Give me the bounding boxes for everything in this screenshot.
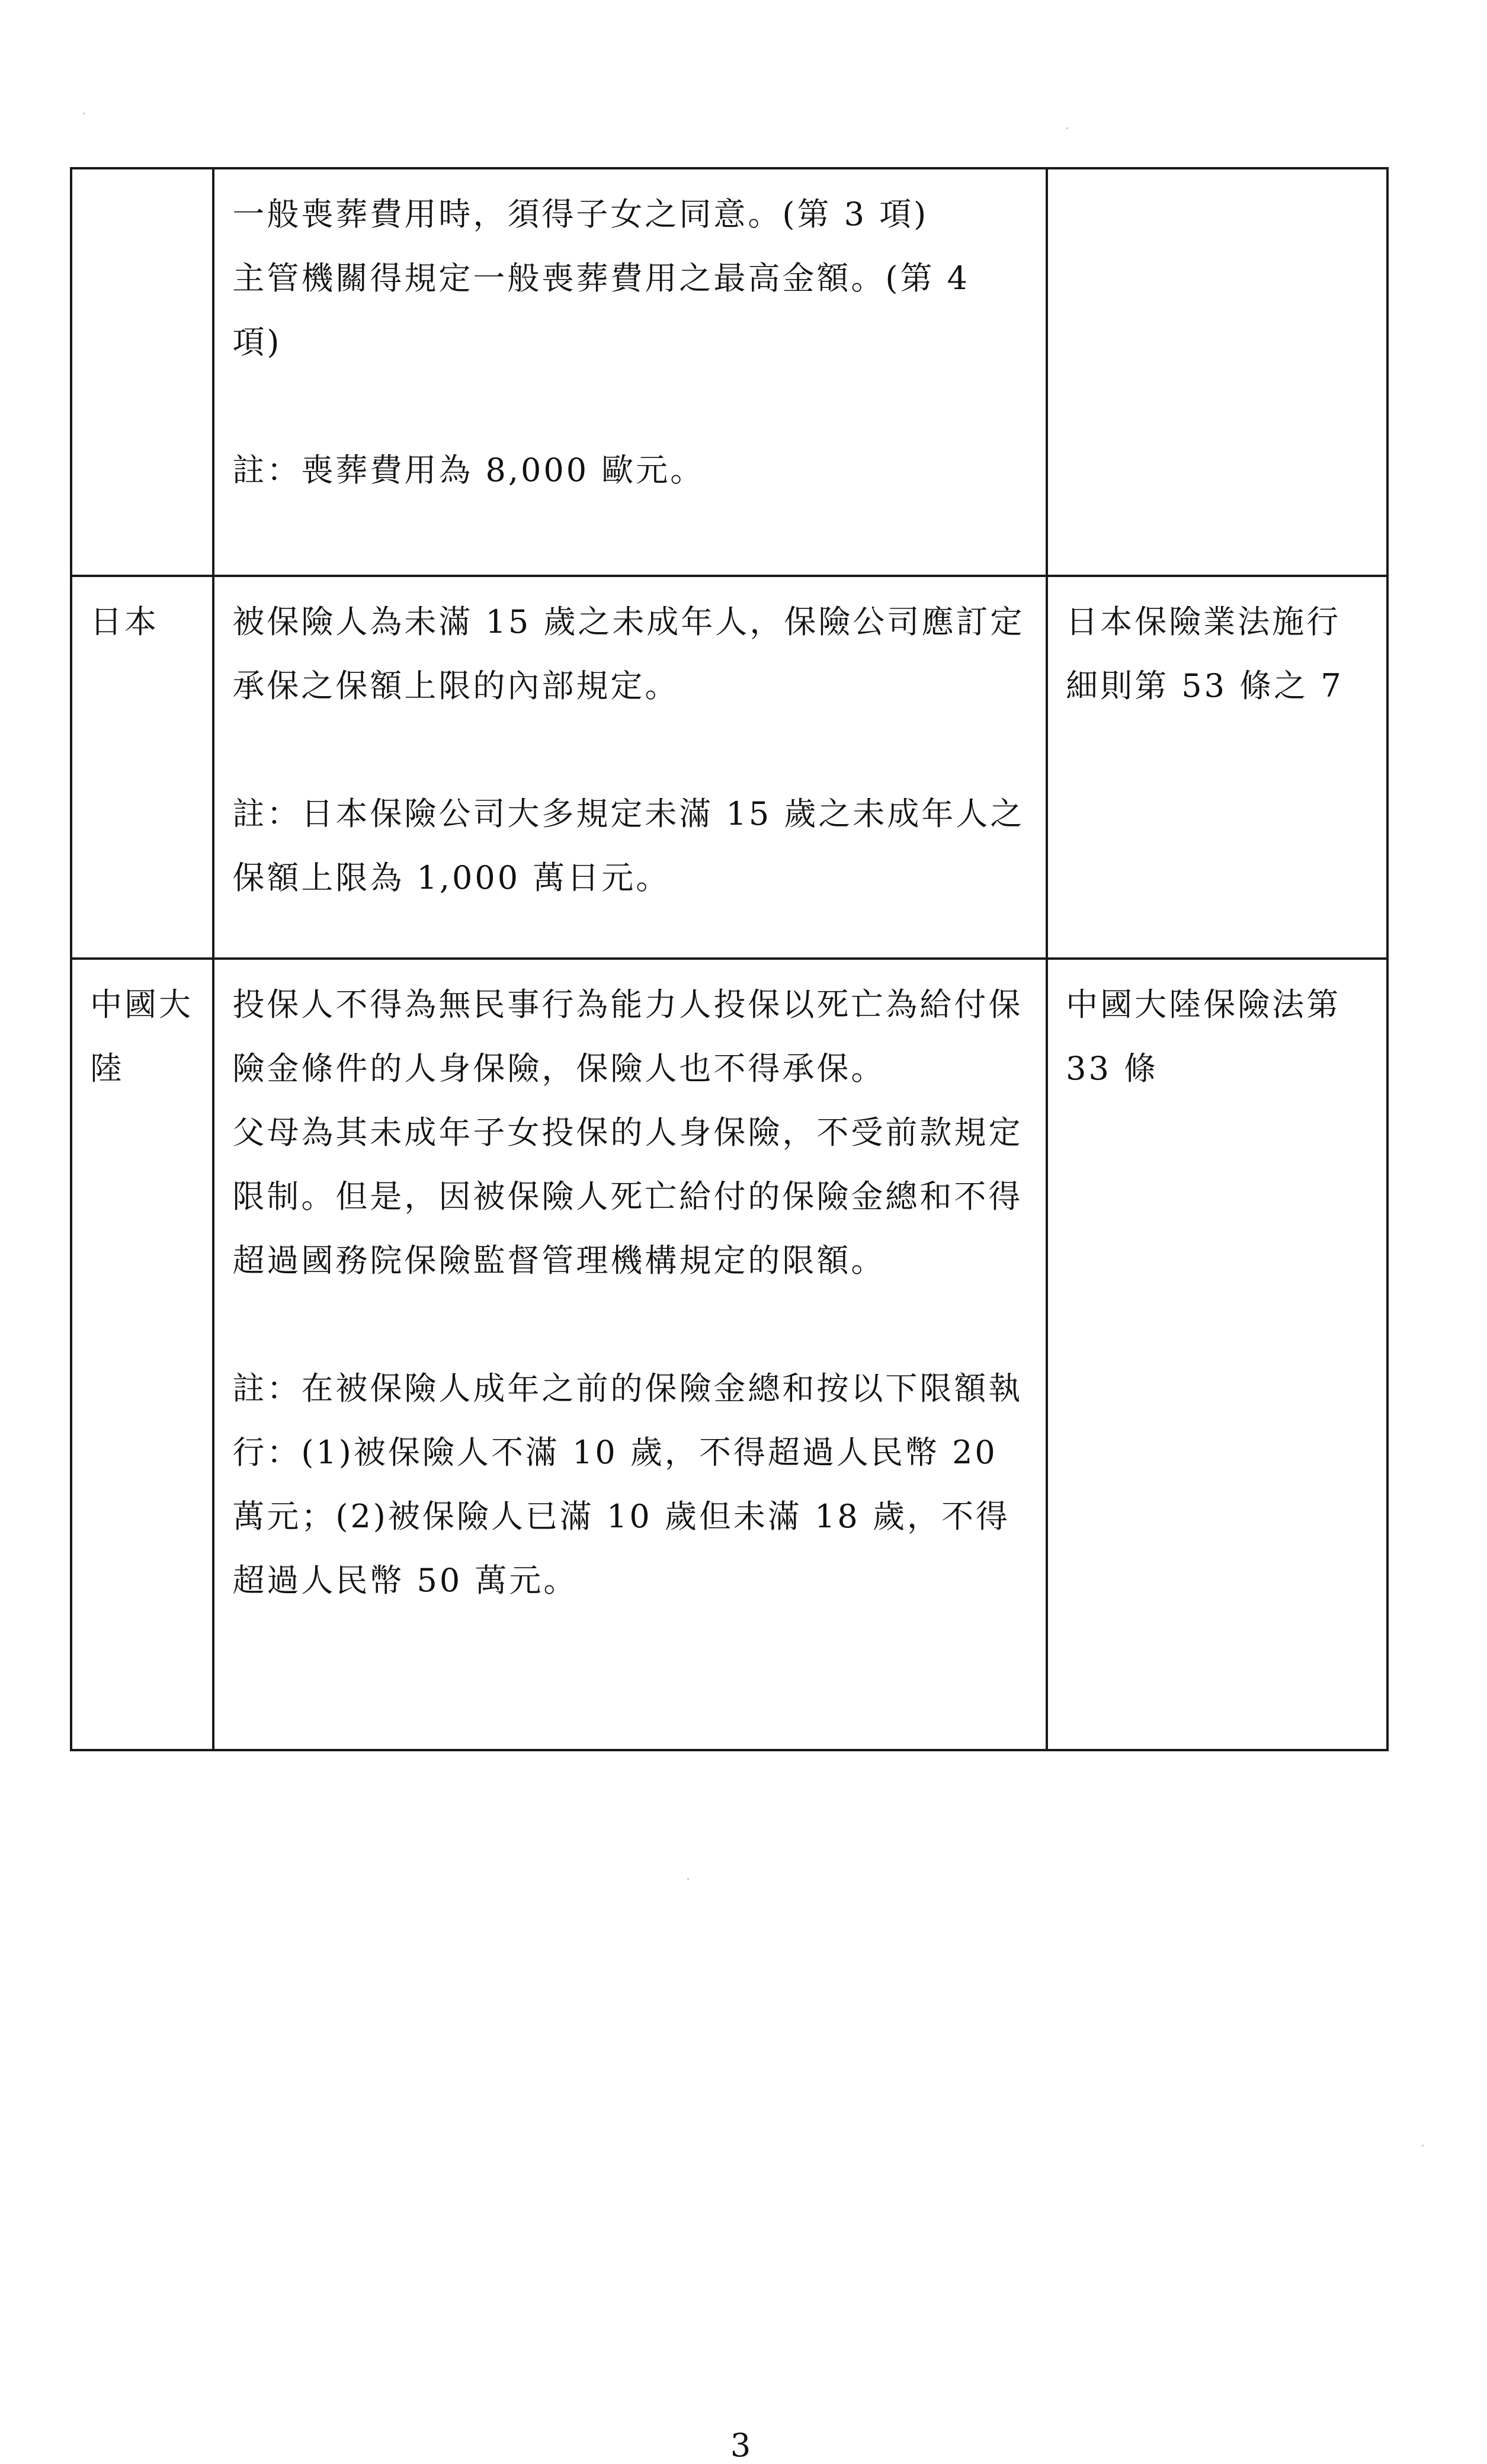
content-paragraph: 主管機關得規定一般喪葬費用之最高金額。(第 4 項) — [232, 259, 970, 361]
content-paragraph: 一般喪葬費用時，須得子女之同意。(第 3 項) — [232, 196, 929, 233]
paragraph-gap — [232, 1293, 1029, 1357]
content-cell — [213, 168, 1047, 576]
law-cell — [1047, 168, 1387, 576]
paragraph-gap — [232, 374, 1029, 438]
content-paragraph: 投保人不得為無民事行為能力人投保以死亡為給付保險金條件的人身保險，保險人也不得承保。 — [232, 986, 1023, 1087]
law-cell: 日本保險業法施行細則第 53 條之 7 — [1047, 576, 1387, 959]
table-row-japan — [71, 576, 1387, 959]
scan-speck — [1422, 2145, 1424, 2146]
paragraph-gap — [232, 718, 1029, 782]
content-paragraph: 父母為其未成年子女投保的人身保險，不受前款規定限制。但是，因被保險人死亡給付的保險金總和不得超過國務院保險監督管理機構規定的限額。 — [232, 1114, 1023, 1279]
regulation-table — [70, 167, 1389, 1751]
country-cell: 日本 — [71, 576, 213, 959]
note-paragraph: 註：喪葬費用為 8,000 歐元。 — [232, 451, 705, 489]
table-row-china — [71, 959, 1387, 1750]
scan-speck — [1066, 127, 1068, 129]
note-paragraph: 註：在被保險人成年之前的保險金總和按以下限額執行：(1)被保險人不滿 10 歲，不得超過人民幣 20 萬元；(2)被保險人已滿 10 歲但未滿 18 歲，不得超過人民幣 50 萬元。 — [232, 1370, 1023, 1599]
table-row-continued — [71, 168, 1387, 576]
content-cell — [213, 576, 1047, 959]
country-cell: 中國大陸 — [71, 959, 213, 1750]
scan-speck — [687, 1878, 689, 1880]
content-cell — [213, 959, 1047, 1750]
content-paragraph: 被保險人為未滿 15 歲之未成年人，保險公司應訂定承保之保額上限的內部規定。 — [232, 603, 1025, 704]
country-cell — [71, 168, 213, 576]
note-paragraph: 註：日本保險公司大多規定未滿 15 歲之未成年人之保額上限為 1,000 萬日元。 — [232, 795, 1025, 896]
law-cell: 中國大陸保險法第 33 條 — [1047, 959, 1387, 1750]
page-number: 3 — [730, 2427, 751, 2464]
scan-speck — [83, 113, 85, 114]
